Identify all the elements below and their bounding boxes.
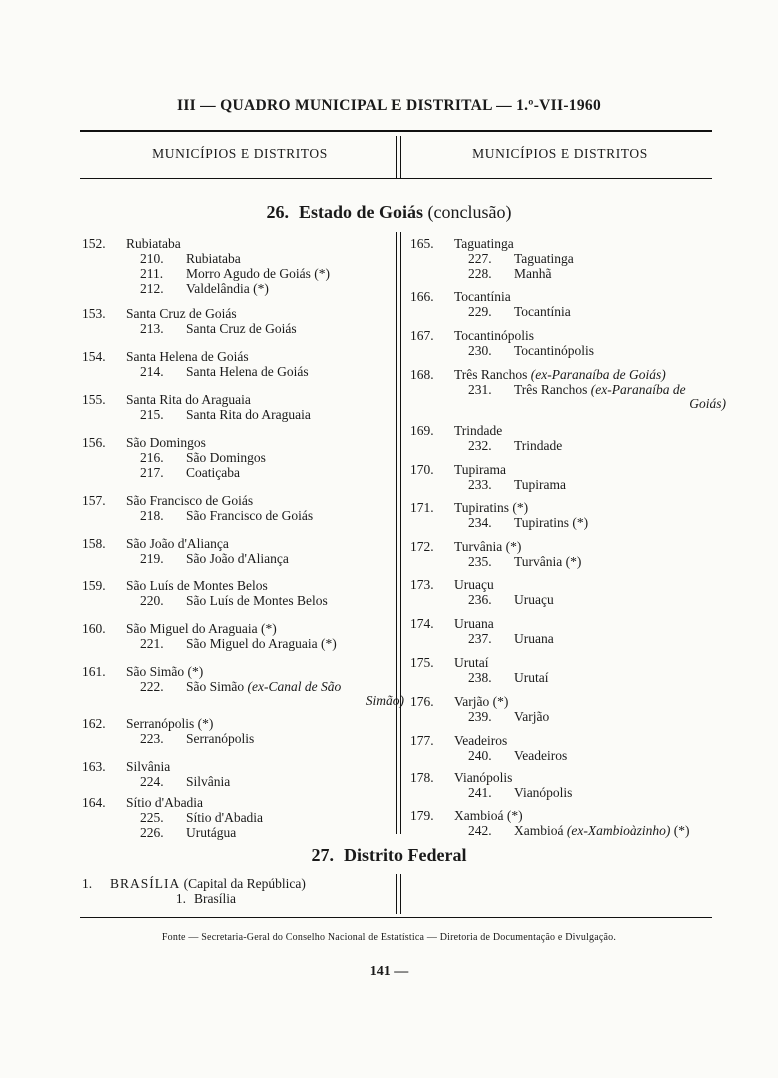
municipio-number: 173.: [410, 577, 434, 592]
municipio-row: [410, 733, 507, 748]
district-suffix: (*): [673, 823, 690, 838]
municipio-name: Santa Rita do Araguaia: [126, 392, 251, 407]
municipio-row: [410, 577, 494, 592]
municipio-number: 154.: [82, 349, 106, 364]
district-name: Uruaçu: [514, 592, 554, 607]
district-row: [468, 251, 574, 266]
district-number: 1.: [175, 891, 186, 906]
municipio-name: Rubiataba: [126, 236, 181, 251]
district-row: [140, 810, 263, 825]
district-name: Veadeiros: [514, 748, 568, 763]
municipio-number: 166.: [410, 289, 434, 304]
state-heading-27: [0, 845, 778, 866]
municipio-name: São Simão (*): [126, 664, 204, 679]
municipio-number: 160.: [82, 621, 106, 636]
municipio-name: São Domingos: [126, 435, 206, 450]
district-row: [140, 593, 328, 608]
municipio-number: 167.: [410, 328, 434, 343]
municipio-number: 165.: [410, 236, 434, 251]
district-number: 241.: [468, 785, 492, 800]
district-name: Urutaí: [514, 670, 549, 685]
district-name: Sítio d'Abadia: [186, 810, 264, 825]
district-row: [468, 382, 686, 397]
district-number: 227.: [468, 251, 492, 266]
municipio-name: São Francisco de Goiás: [126, 493, 254, 508]
municipio-number: 156.: [82, 435, 106, 450]
district-number: 228.: [468, 266, 492, 281]
district-note-continued-text: Goiás): [689, 396, 726, 411]
municipio-number: 1.: [82, 876, 93, 891]
state-name: Distrito Federal: [344, 845, 467, 865]
district-row: [468, 631, 554, 646]
municipio-name: Xambioá (*): [454, 808, 523, 823]
municipio-name: Três Ranchos: [454, 367, 528, 382]
municipio-name: São Luís de Montes Belos: [126, 578, 268, 593]
district-note-continued: [468, 396, 726, 411]
municipio-number: 177.: [410, 733, 434, 748]
state-note: (conclusão): [427, 202, 512, 222]
column-header-divider: [396, 136, 397, 178]
district-number: 232.: [468, 438, 492, 453]
header-top-rule: [80, 130, 712, 132]
district-number: 239.: [468, 709, 492, 724]
municipio-number: 163.: [82, 759, 106, 774]
municipio-name: Tupirama: [454, 462, 507, 477]
municipio-row: [410, 236, 514, 251]
municipio-number: 157.: [82, 493, 106, 508]
district-name: Três Ranchos: [514, 382, 588, 397]
district-row: [156, 891, 236, 906]
district-name: Tocantínia: [514, 304, 571, 319]
page-number: 141 —: [369, 964, 409, 979]
district-note-continued: [140, 693, 404, 708]
district-row: [140, 731, 254, 746]
municipio-name: Tocantínia: [454, 289, 511, 304]
district-row: [468, 592, 554, 607]
district-row: [140, 321, 297, 336]
district-row: [140, 407, 311, 422]
district-number: 218.: [140, 508, 164, 523]
district-row: [468, 343, 594, 358]
district-number: 216.: [140, 450, 164, 465]
district-name: São Domingos: [186, 450, 266, 465]
municipio-row: [82, 578, 268, 593]
municipio-number: 155.: [82, 392, 106, 407]
municipio-name: Tupiratins (*): [454, 500, 529, 515]
district-row: [140, 636, 337, 651]
district-row: [140, 679, 341, 694]
municipio-number: 158.: [82, 536, 106, 551]
district-number: 234.: [468, 515, 492, 530]
municipio-row: [410, 423, 502, 438]
left-column: [82, 236, 404, 840]
source-note: Fonte — Secretaria-Geral do Conselho Nacional de Estatística — Diretoria de Documentação e Divulgação.: [161, 932, 617, 943]
district-number: 231.: [468, 382, 492, 397]
district-name: Santa Cruz de Goiás: [186, 321, 297, 336]
district-name: São Simão: [186, 679, 245, 694]
municipio-name: Urutaí: [454, 655, 489, 670]
municipio-row: [82, 795, 203, 810]
district-row: [140, 364, 309, 379]
state-number: 26.: [266, 202, 289, 222]
municipio-name: Varjão (*): [454, 694, 509, 709]
municipio-number: 175.: [410, 655, 434, 670]
district-name: Vianópolis: [514, 785, 573, 800]
district-name: Coatiçaba: [186, 465, 240, 480]
municipio-name: Santa Helena de Goiás: [126, 349, 249, 364]
district-name: Tupiratins (*): [514, 515, 589, 530]
column-divider-2: [400, 232, 401, 834]
municipio-row: [82, 664, 203, 679]
district-note: (ex-Canal de São: [247, 679, 342, 694]
district-number: 235.: [468, 554, 492, 569]
municipio-name: Serranópolis (*): [126, 716, 214, 731]
municipio-row: [410, 770, 512, 785]
df-divider-2: [400, 874, 401, 914]
district-note-continued-text: Simão): [365, 693, 404, 708]
district-number: 230.: [468, 343, 492, 358]
municipio-number: 174.: [410, 616, 434, 631]
district-number: 225.: [140, 810, 164, 825]
municipio-name: Tocantinópolis: [454, 328, 535, 343]
municipio-name: Uruana: [454, 616, 494, 631]
municipio-row: [82, 536, 229, 551]
municipio-note: (ex-Paranaíba de Goiás): [530, 367, 666, 382]
right-column: [410, 236, 726, 838]
district-row: [140, 508, 313, 523]
district-note: (ex-Xambioàzinho): [566, 823, 671, 838]
municipio-number: 179.: [410, 808, 434, 823]
municipio-row: [410, 808, 523, 823]
column-header-left: MUNICÍPIOS E DISTRITOS: [152, 146, 328, 161]
district-name: Turvânia (*): [514, 554, 582, 569]
district-number: 229.: [468, 304, 492, 319]
municipio-number: 169.: [410, 423, 434, 438]
district-name: Tupirama: [514, 477, 567, 492]
municipio-row: [82, 876, 306, 891]
municipio-number: 168.: [410, 367, 434, 382]
district-number: 212.: [140, 281, 164, 296]
district-name: São Miguel do Araguaia (*): [186, 636, 337, 651]
municipio-number: 159.: [82, 578, 106, 593]
district-name: São Francisco de Goiás: [186, 508, 314, 523]
district-row: [468, 823, 689, 838]
district-name: São Luís de Montes Belos: [186, 593, 328, 608]
column-header-rule: [80, 178, 712, 179]
municipio-number: 161.: [82, 664, 106, 679]
municipio-name: BRASÍLIA: [110, 876, 181, 891]
municipio-number: 164.: [82, 795, 106, 810]
municipio-row: [82, 349, 249, 364]
state-number: 27.: [311, 845, 335, 865]
district-name: São João d'Aliança: [186, 551, 289, 566]
district-number: 219.: [140, 551, 164, 566]
district-name: Manhã: [514, 266, 552, 281]
municipio-name: Sítio d'Abadia: [126, 795, 204, 810]
district-row: [140, 251, 241, 266]
municipio-row: [82, 392, 251, 407]
district-row: [468, 266, 552, 281]
column-header-right: MUNICÍPIOS E DISTRITOS: [472, 146, 648, 161]
column-divider: [396, 232, 397, 834]
district-name: Santa Helena de Goiás: [186, 364, 309, 379]
district-row: [468, 554, 581, 569]
district-row: [468, 748, 567, 763]
district-name: Urutágua: [186, 825, 237, 840]
district-name: Serranópolis: [186, 731, 255, 746]
municipio-number: 171.: [410, 500, 434, 515]
municipio-row: [82, 716, 213, 731]
district-number: 223.: [140, 731, 164, 746]
district-number: 240.: [468, 748, 492, 763]
municipio-name: São Miguel do Araguaia (*): [126, 621, 277, 636]
district-row: [468, 515, 588, 530]
district-name: Varjão: [514, 709, 550, 724]
district-name: Silvânia: [186, 774, 231, 789]
municipio-name: Uruaçu: [454, 577, 494, 592]
district-name: Santa Rita do Araguaia: [186, 407, 311, 422]
district-name: Taguatinga: [514, 251, 574, 266]
municipio-row: [410, 367, 666, 382]
municipio-number: 162.: [82, 716, 106, 731]
district-number: 238.: [468, 670, 492, 685]
district-row: [140, 825, 236, 840]
municipio-name: Turvânia (*): [454, 539, 522, 554]
district-name: Xambioá: [514, 823, 564, 838]
district-number: 226.: [140, 825, 164, 840]
district-row: [468, 304, 571, 319]
district-number: 215.: [140, 407, 164, 422]
municipio-number: 170.: [410, 462, 434, 477]
district-row: [140, 281, 269, 296]
municipio-row: [82, 236, 181, 251]
municipio-number: 153.: [82, 306, 106, 321]
page-title: III — QUADRO MUNICIPAL E DISTRITAL — 1.º-VII-1960: [176, 97, 601, 114]
municipio-number: 172.: [410, 539, 434, 554]
municipio-row: [82, 306, 237, 321]
district-number: 213.: [140, 321, 164, 336]
district-name: Valdelândia (*): [186, 281, 269, 296]
district-row: [468, 670, 549, 685]
district-number: 220.: [140, 593, 164, 608]
district-number: 214.: [140, 364, 164, 379]
district-number: 233.: [468, 477, 492, 492]
district-name: Trindade: [514, 438, 563, 453]
district-row: [140, 465, 240, 480]
district-row: [468, 709, 549, 724]
state-heading-26: [0, 202, 778, 223]
municipio-number: 152.: [82, 236, 106, 251]
municipio-row: [410, 328, 534, 343]
municipio-name: Trindade: [454, 423, 503, 438]
footer-rule: [80, 917, 712, 918]
district-row: [468, 785, 572, 800]
municipio-row: [410, 289, 511, 304]
municipio-row: [410, 694, 508, 709]
municipio-row: [410, 616, 494, 631]
municipio-name: Santa Cruz de Goiás: [126, 306, 237, 321]
district-note: (ex-Paranaíba de: [590, 382, 686, 397]
municipio-name: São João d'Aliança: [126, 536, 229, 551]
district-name: Brasília: [194, 891, 236, 906]
district-name: Rubiataba: [186, 251, 241, 266]
municipio-row: [410, 500, 528, 515]
district-row: [140, 774, 230, 789]
state-name: Estado de Goiás: [299, 202, 424, 222]
municipio-number: 178.: [410, 770, 434, 785]
municipio-row: [82, 435, 206, 450]
municipio-name: Silvânia: [126, 759, 171, 774]
district-number: 217.: [140, 465, 164, 480]
district-row: [468, 477, 566, 492]
district-number: 222.: [140, 679, 164, 694]
municipio-row: [82, 493, 253, 508]
district-number: 242.: [468, 823, 492, 838]
district-number: 221.: [140, 636, 164, 651]
municipio-row: [410, 539, 521, 554]
district-row: [140, 450, 266, 465]
district-name: Morro Agudo de Goiás (*): [186, 266, 330, 281]
municipio-row: [410, 655, 489, 670]
district-row: [140, 551, 289, 566]
district-number: 224.: [140, 774, 164, 789]
district-number: 236.: [468, 592, 492, 607]
municipio-row: [410, 462, 506, 477]
municipio-note: (Capital da República): [183, 876, 306, 891]
district-row: [468, 438, 562, 453]
district-name: Uruana: [514, 631, 554, 646]
municipio-number: 176.: [410, 694, 434, 709]
district-number: 237.: [468, 631, 492, 646]
df-divider: [396, 874, 397, 914]
district-number: 211.: [140, 266, 164, 281]
district-row: [140, 266, 330, 281]
district-number: 210.: [140, 251, 164, 266]
municipio-row: [82, 621, 277, 636]
municipio-row: [82, 759, 170, 774]
municipio-name: Taguatinga: [454, 236, 514, 251]
municipio-name: Veadeiros: [454, 733, 508, 748]
district-name: Tocantinópolis: [514, 343, 595, 358]
column-header-divider-2: [400, 136, 401, 178]
municipio-name: Vianópolis: [454, 770, 513, 785]
